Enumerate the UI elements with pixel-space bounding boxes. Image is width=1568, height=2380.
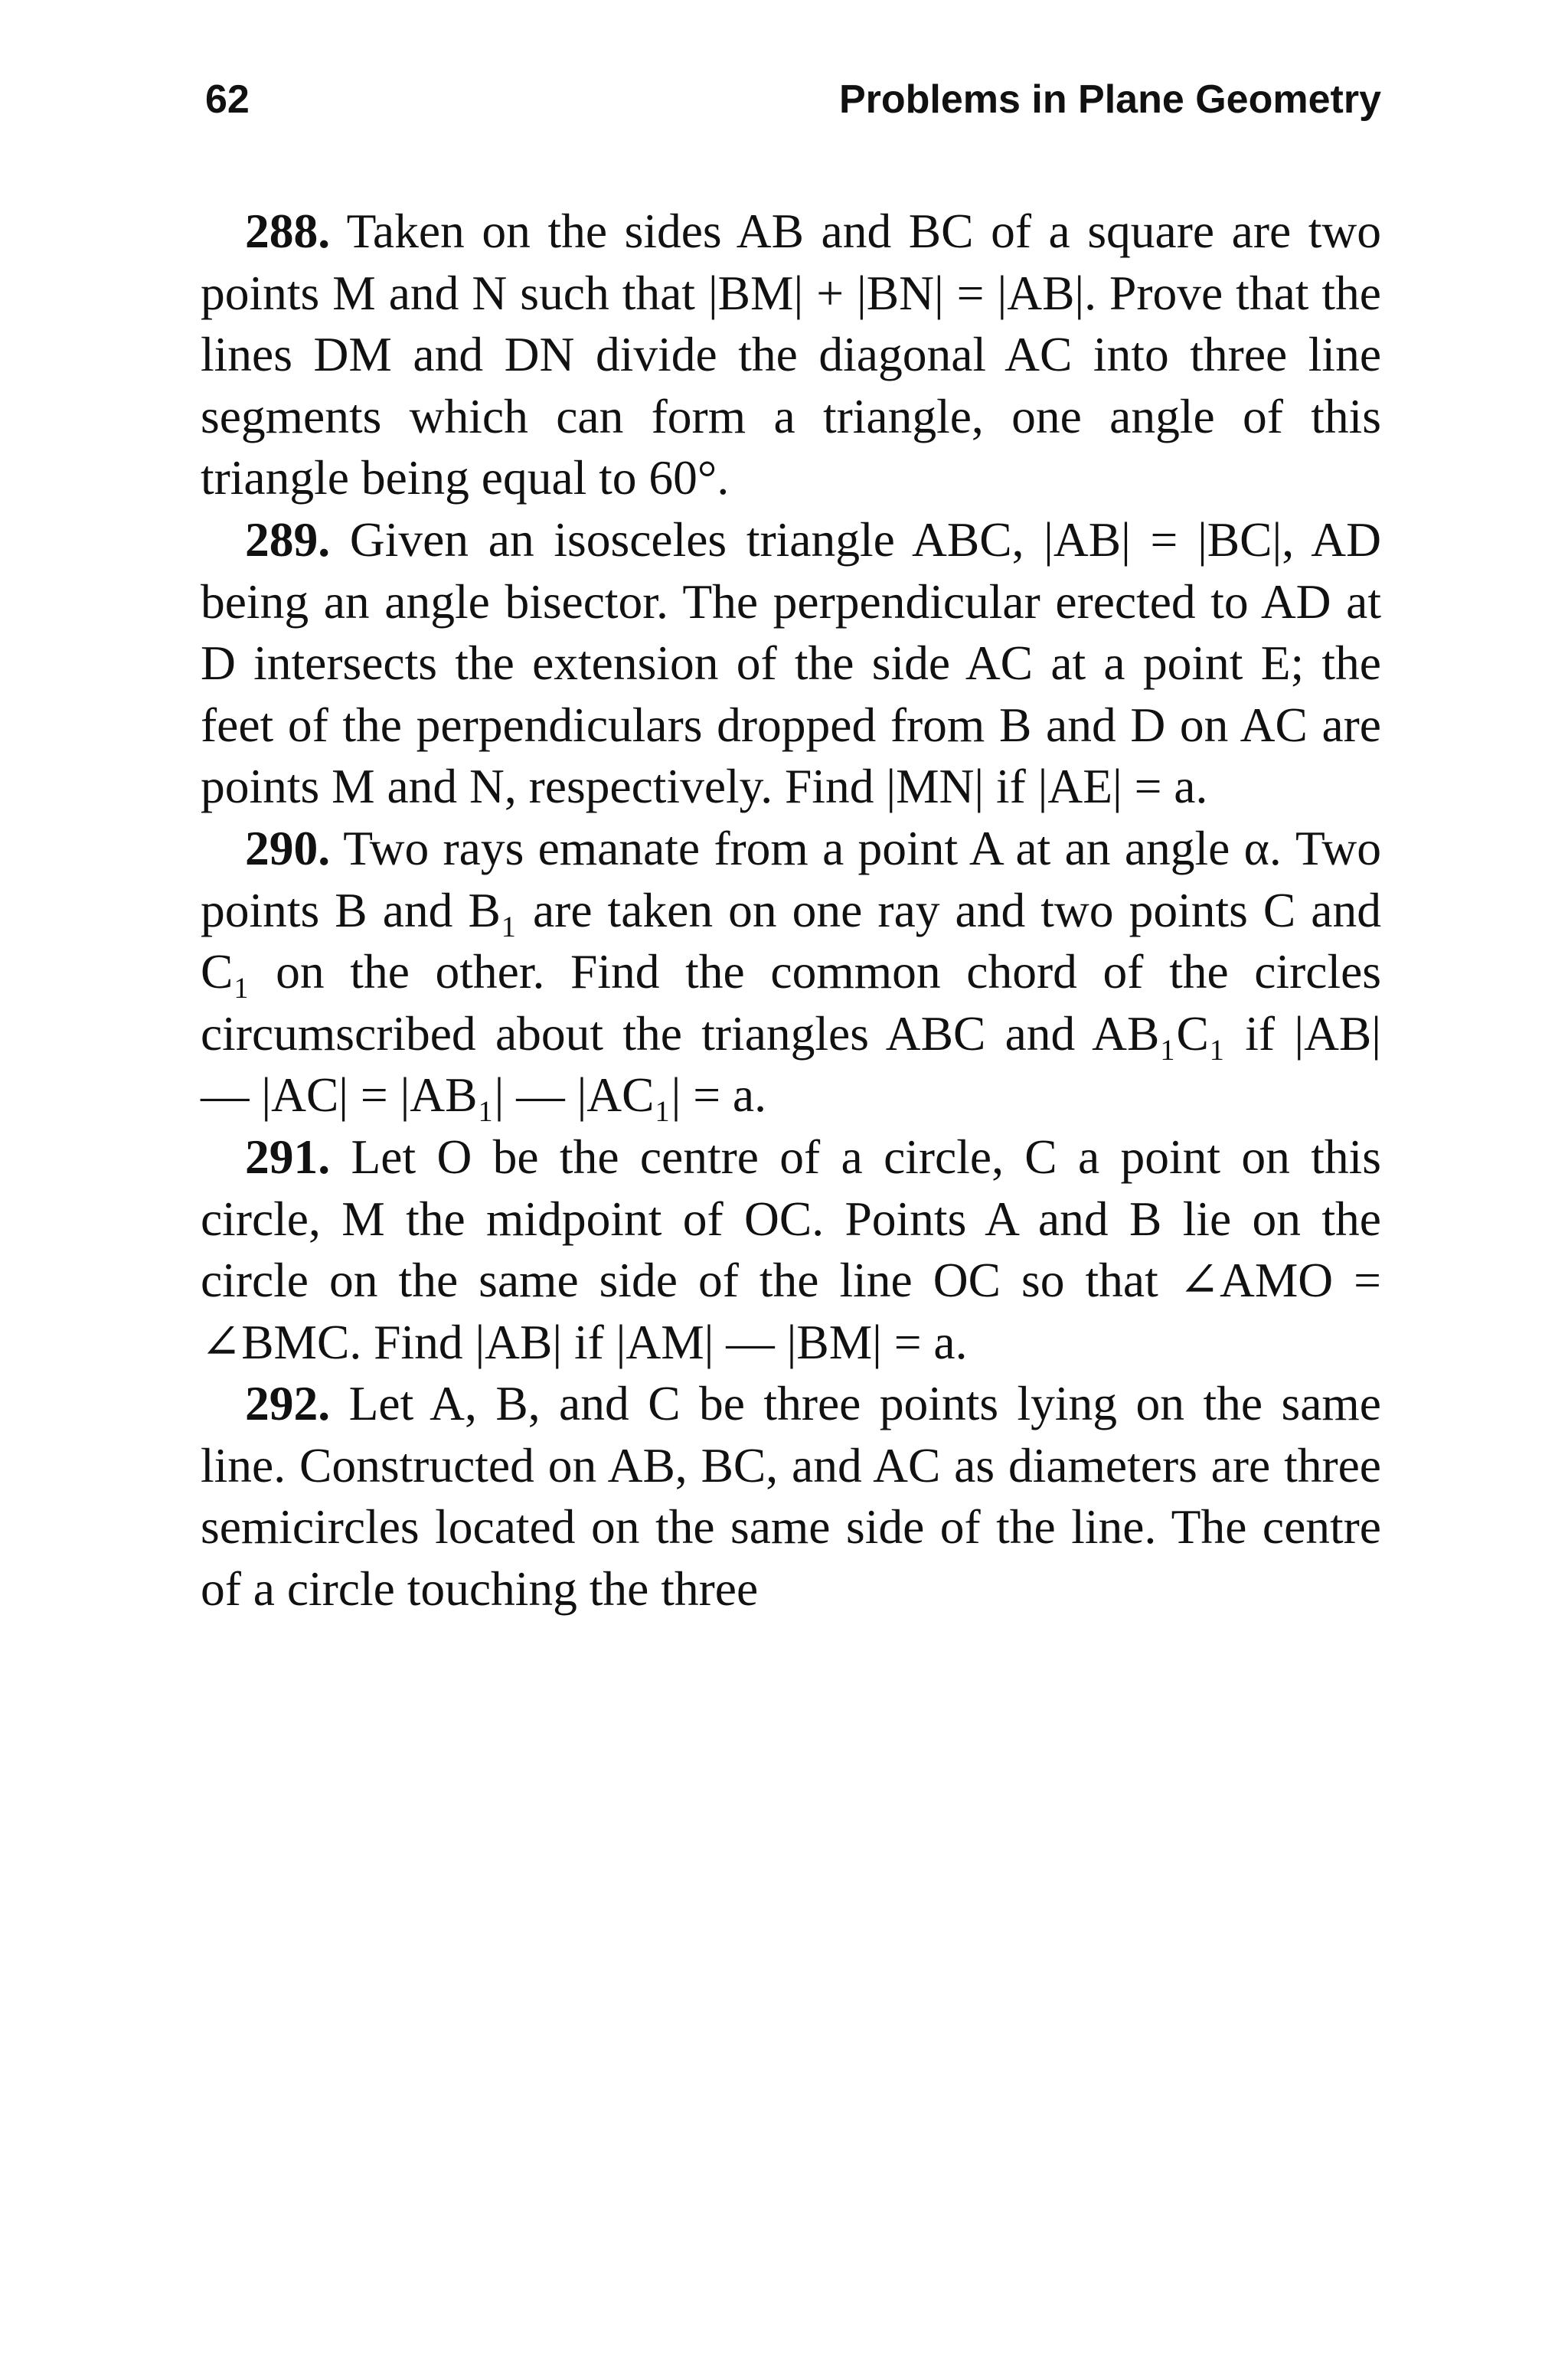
problem-number: 289. <box>245 512 331 567</box>
problem-290 <box>201 818 1381 1126</box>
problem-text: Given an isosceles triangle ABC, |AB| = |BC|, AD being an angle bisector. The perpendicular erected to AD at D intersects the extension of the side AC at a point E; the feet of the perpendiculars dropped from B and D on AC are points M and N, respectively. Find |MN| if |AE| = a. <box>201 512 1382 814</box>
problem-288 <box>201 201 1381 509</box>
problem-text: Two rays emanate from a point A at an angle α. Two points B and B₁ are taken on one ray and two points C and C₁ on the other. Find the common chord of the circles circumscribed about the triangles ABC and AB₁C₁ if |AB| — |AC| = |AB₁| — |AC₁| = a. <box>201 820 1381 1123</box>
problem-text: Let O be the centre of a circle, C a point on this circle, M the midpoint of OC. Points A and B lie on the circle on the same side of the line OC so that ∠AMO = ∠BMC. Find |AB| if |AM| — |BM| = a. <box>201 1129 1382 1369</box>
problem-number: 290. <box>245 820 331 875</box>
page-body <box>201 201 1381 1620</box>
running-title: Problems in Plane Geometry <box>838 77 1381 122</box>
problem-text: Taken on the sides AB and BC of a square are two points M and N such that |BM| + |BN| = |AB|. Prove that the lines DM and DN divide the diagonal AC into three line segments which can form a triangle, one angle of this triangle being equal to 60°. <box>201 204 1381 505</box>
problem-number: 292. <box>245 1376 331 1431</box>
page-header <box>205 77 1381 130</box>
problem-292 <box>201 1373 1381 1620</box>
problem-number: 291. <box>245 1129 331 1184</box>
problem-number: 288. <box>245 204 331 258</box>
problem-289 <box>201 509 1381 818</box>
problem-291 <box>201 1126 1381 1373</box>
problem-text: Let A, B, and C be three points lying on the same line. Constructed on AB, BC, and AC as diameters are three semicircles located on the same side of the line. The centre of a circle touching the three <box>201 1376 1381 1617</box>
page-number: 62 <box>205 77 250 122</box>
